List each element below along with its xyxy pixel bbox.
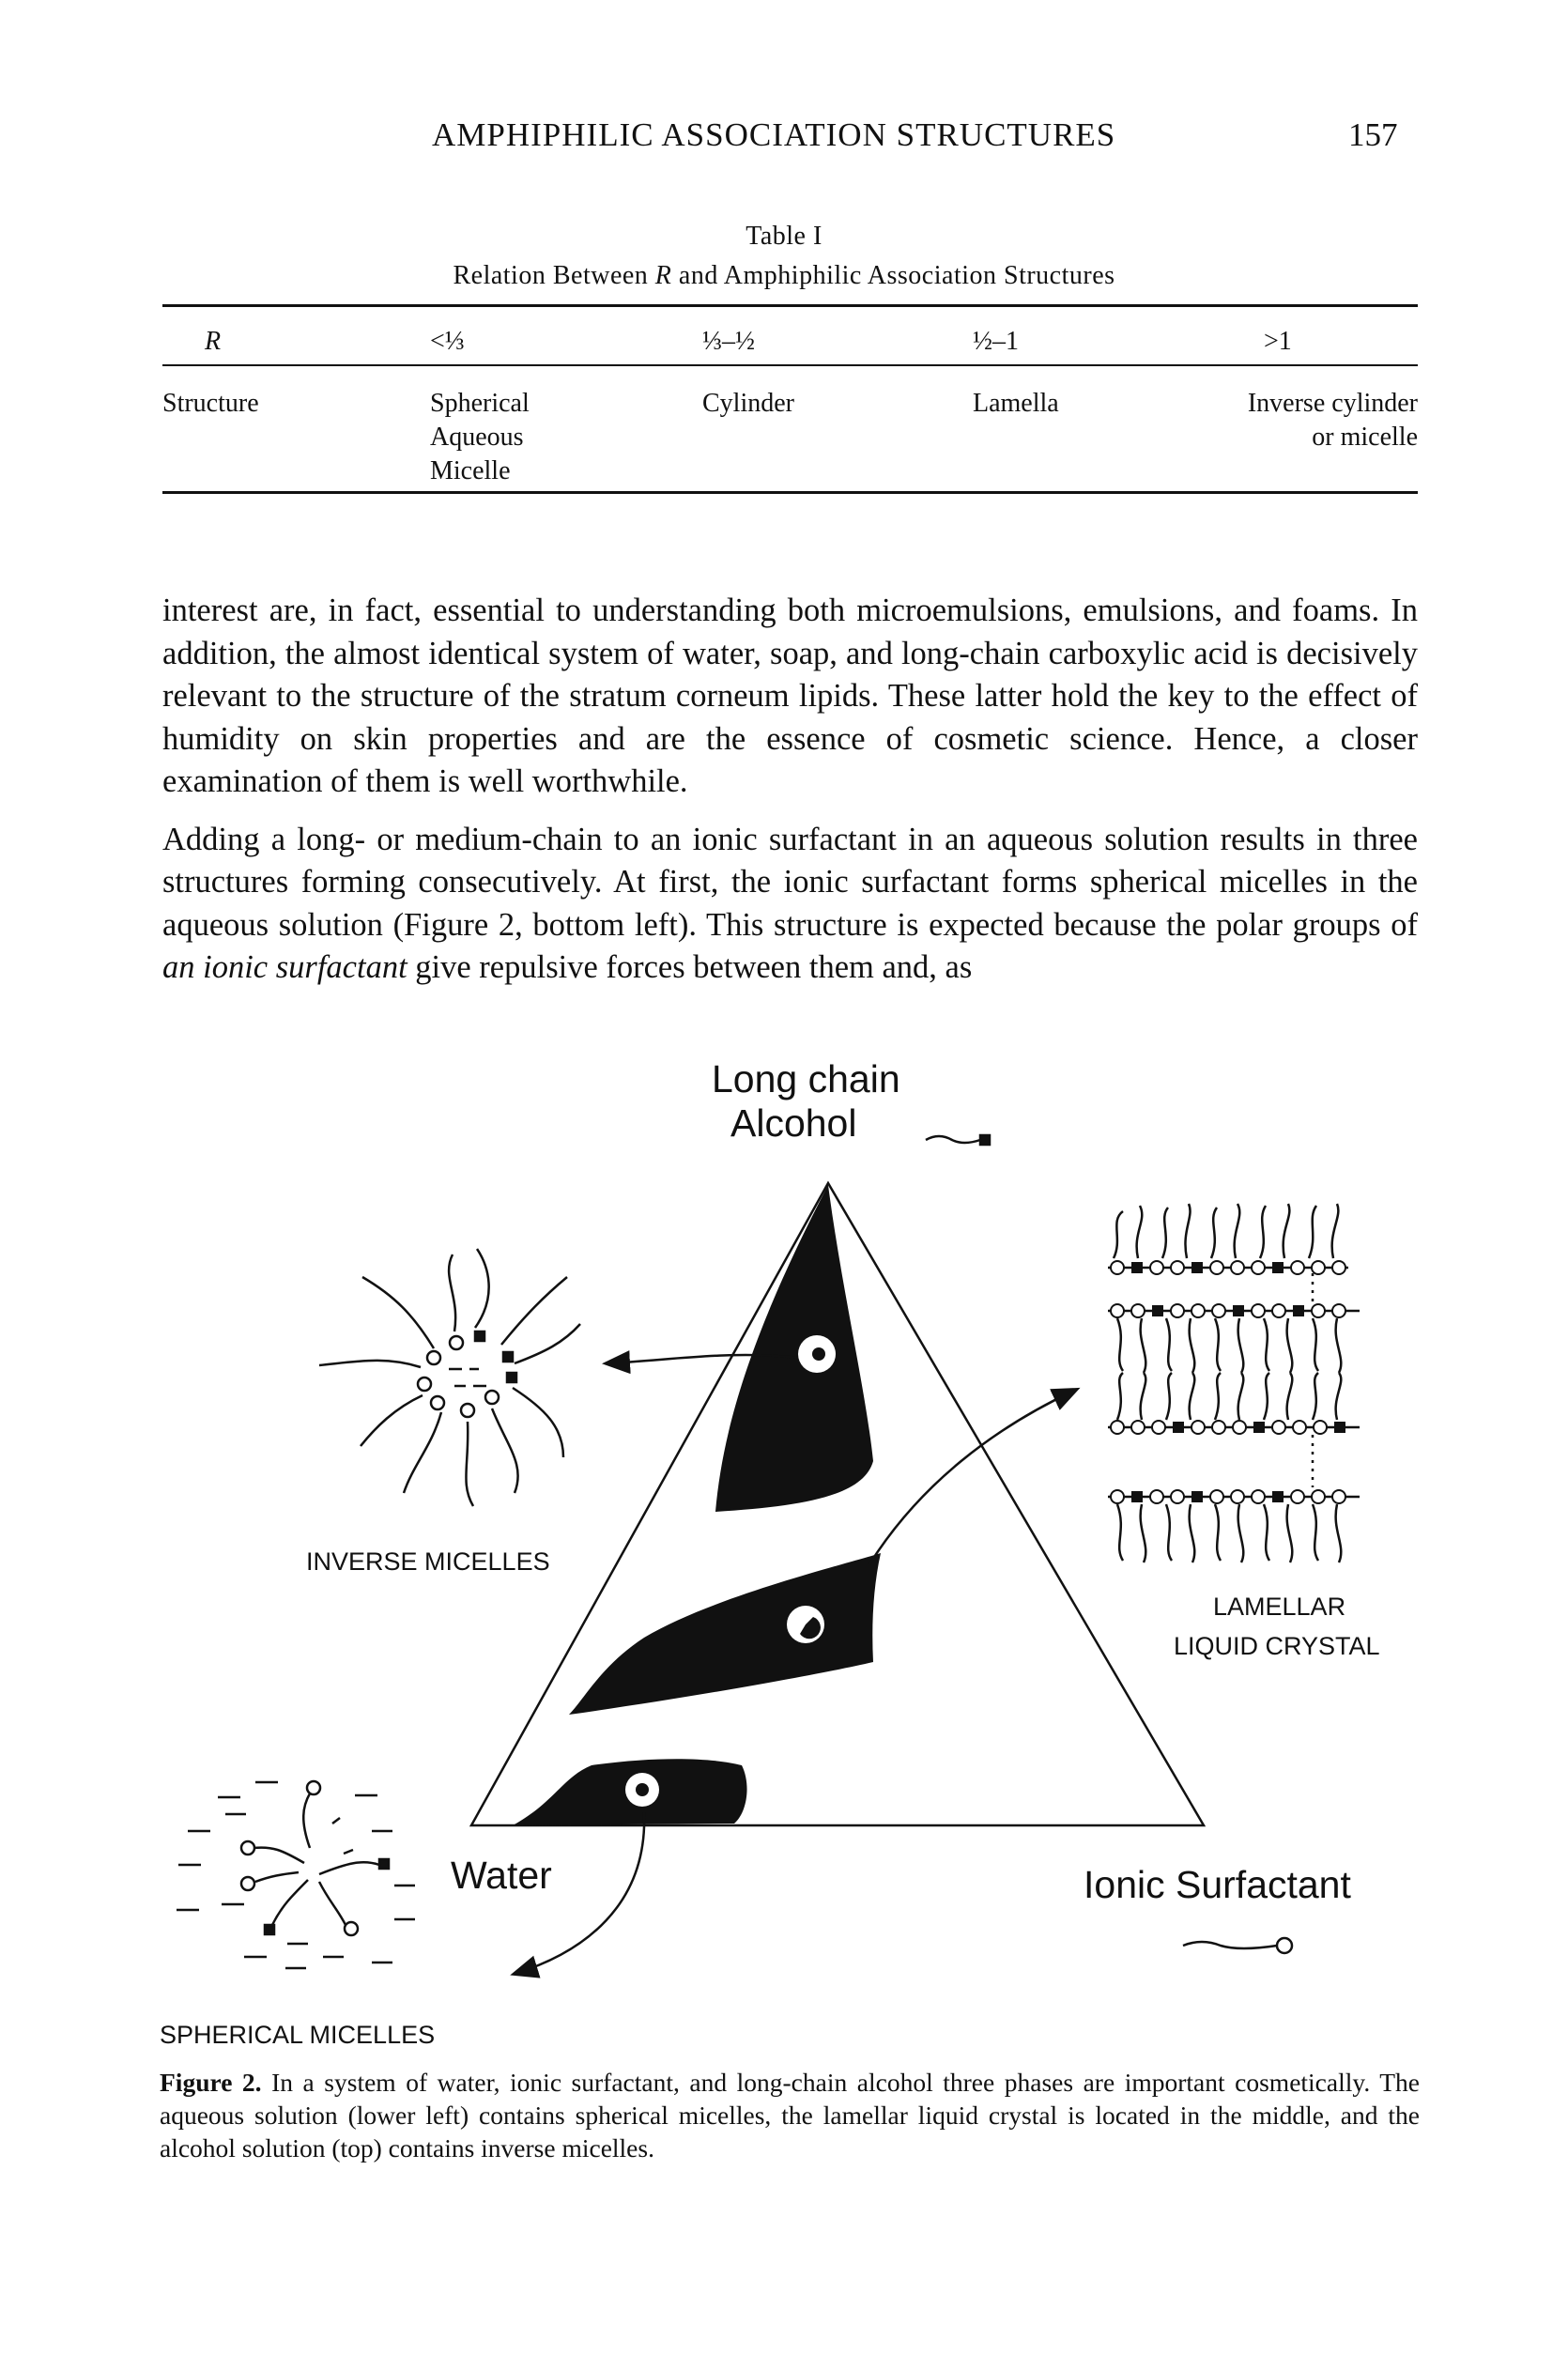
spherical-micelle-illustration [177, 1781, 415, 1968]
lamellar-region [569, 1553, 881, 1715]
table-header-range-1: <⅓ [430, 327, 465, 356]
alcohol-glyph [926, 1135, 990, 1145]
arrow-to-lamellar [869, 1390, 1076, 1564]
label-inverse-micelles: INVERSE MICELLES [306, 1547, 550, 1576]
paragraph-2: Adding a long- or medium-chain to an ionic surfactant in an aqueous solution results in three structures forming consecutively. At first, the ionic surfactant forms spherical micelles in the aqueous solution (Figure 2, bottom left). This structure is expected because the polar groups of an ionic surfactant give repulsive forces between them and, as [162, 821, 1418, 985]
table-cell-spherical: Spherical Aqueous Micelle [430, 389, 530, 485]
page-number: 157 [1348, 116, 1398, 153]
running-title: AMPHIPHILIC ASSOCIATION STRUCTURES [432, 116, 1116, 153]
lamellar-illustration [1108, 1204, 1360, 1562]
label-lamellar-line2: LIQUID CRYSTAL [1174, 1632, 1380, 1660]
table-cell-inverse: Inverse cylinder or micelle [1247, 389, 1418, 452]
inverse-micelle-illustration [319, 1249, 580, 1506]
vertex-label-water: Water [451, 1854, 552, 1897]
table-cell-lamella: Lamella [973, 389, 1059, 418]
paragraph-1: interest are, in fact, essential to understanding both microemulsions, emulsions, and foams. In addition, the almost identical system of water, soap, and long-chain carboxylic acid is decisively relevant to the structure of the stratum corneum lipids. These latter hold the key to the effect of humidity on skin properties and are the essence of cosmetic science. Hence, a closer examination of them is well worthwhile. [162, 593, 1418, 799]
vertex-label-ionic-surfactant: Ionic Surfactant [1084, 1863, 1351, 1906]
table-header-range-2: ⅓–½ [702, 327, 755, 356]
table-header-r: R [205, 327, 222, 356]
surfactant-glyph [1183, 1938, 1292, 1953]
table-header-range-3: ½–1 [973, 327, 1019, 356]
label-spherical-micelles: SPHERICAL MICELLES [160, 2021, 436, 2049]
table-label: Table I [746, 222, 822, 251]
figure-caption: Figure 2. In a system of water, ionic surfactant, and long-chain alcohol three phases are important cosmetically. The aqueous solution (lower left) contains spherical micelles, the lamellar liquid crystal is located in the middle, and the alcohol solution (top) contains inverse micelles. [160, 2068, 1421, 2163]
table-cell-cylinder: Cylinder [702, 389, 794, 418]
inverse-micelle-region [715, 1185, 873, 1512]
table-title: Relation Between R and Amphiphilic Association Structures [453, 261, 1115, 290]
label-lamellar-line1: LAMELLAR [1213, 1593, 1346, 1621]
vertex-label-alcohol: Long chain Alcohol [712, 1057, 900, 1145]
table-row-label: Structure [162, 389, 259, 418]
table-header-range-4: >1 [1264, 327, 1292, 356]
